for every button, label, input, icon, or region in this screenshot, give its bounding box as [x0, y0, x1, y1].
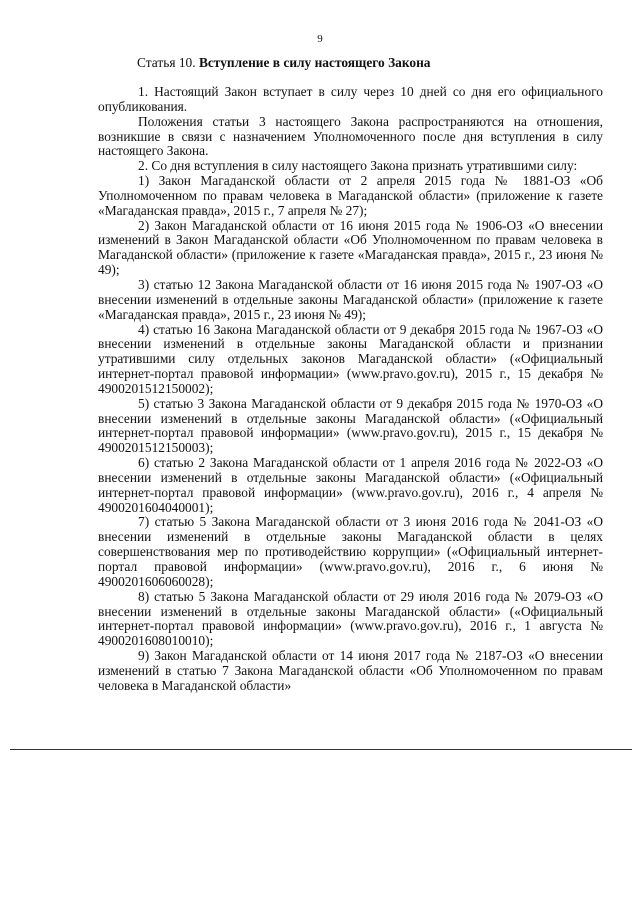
repeal-item-9: 9) Закон Магаданской области от 14 июня 2017 года № 2187-ОЗ «О внесении изменений в статью 7 Закона Магаданской области «Об Уполномоченном по правам человека в Магаданской области»: [98, 648, 603, 693]
paragraph-article3-application: Положения статьи 3 настоящего Закона распространяются на отношения, возникшие в связи с назначением Уполномоченного после дня вступления в силу настоящего Закона.: [98, 113, 603, 159]
repeal-item-1: 1) Закон Магаданской области от 2 апреля 2015 года № 1881-ОЗ «Об Уполномоченном по правам человека в Магаданской области» (приложение к газете «Магаданская правда», 2015 г., 7 апреля № 27);: [98, 173, 603, 218]
paragraph-repeal-intro: 2. Со дня вступления в силу настоящего Закона признать утратившими силу:: [138, 158, 578, 174]
article-body: [98, 85, 603, 694]
repeal-item-7: 7) статью 5 Закона Магаданской области от 3 июня 2016 года № 2041-ОЗ «О внесении изменений в отдельные законы Магаданской области в целях совершенствования мер по противодействию коррупции» («Официальный интернет-портал правовой информации» (www.pravo.gov.ru), 2016 г., 6 июня № 4900201606060028);: [98, 514, 603, 589]
page-number: 9: [317, 33, 323, 45]
page-bottom-divider: [10, 749, 632, 750]
article-title: Вступление в силу настоящего Закона: [198, 55, 431, 70]
repeal-item-6: 6) статью 2 Закона Магаданской области от 1 апреля 2016 года № 2022-ОЗ «О внесении изменений в отдельные законы Магаданской области» («Официальный интернет-портал правовой информации» (www.pravo.gov.ru), 2016 г., 4 апреля № 4900201604040001);: [98, 455, 603, 515]
repeal-item-8: 8) статью 5 Закона Магаданской области от 29 июля 2016 года № 2079-ОЗ «О внесении изменений в отдельные законы Магаданской области» («Официальный интернет-портал правовой информации» (www.pravo.gov.ru), 2016 г., 1 августа № 4900201608010010);: [98, 588, 603, 649]
repeal-item-4: 4) статью 16 Закона Магаданской области от 9 декабря 2015 года № 1967-ОЗ «О внесении изменений в отдельные законы Магаданской области и признании утратившими силу отдельных законов Магаданской области» («Официальный интернет-портал правовой информации» (www.pravo.gov.ru), 2015 г., 15 декабря № 4900201512150002);: [98, 321, 603, 396]
repeal-item-5: 5) статью 3 Закона Магаданской области от 9 декабря 2015 года № 1970-ОЗ «О внесении изменений в отдельные законы Магаданской области» («Официальный интернет-портал правовой информации» (www.pravo.gov.ru), 2015 г., 15 декабря № 4900201512150003);: [98, 395, 603, 456]
repeal-item-2: 2) Закон Магаданской области от 16 июня 2015 года № 1906-ОЗ «О внесении изменений в Закон Магаданской области «Об Уполномоченном по правам человека в Магаданской области» (приложение к газете «Магаданская правда», 2015 г., 23 июня № 49);: [98, 217, 603, 278]
paragraph-entry-into-force: 1. Настоящий Закон вступает в силу через 10 дней со дня его официального опубликования.: [98, 84, 603, 114]
article-heading: [137, 55, 430, 71]
repeal-item-3: 3) статью 12 Закона Магаданской области от 16 июня 2015 года № 1907-ОЗ «О внесении изменений в отдельные законы Магаданской области» (приложение к газете «Магаданская правда», 2015 г., 23 июня № 49);: [98, 276, 603, 322]
article-number: Статья 10.: [137, 55, 196, 70]
